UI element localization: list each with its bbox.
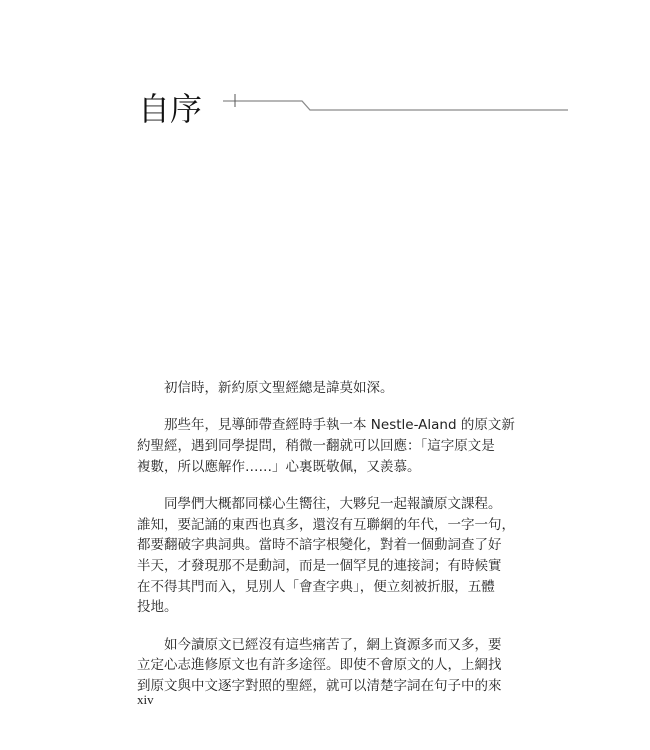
paragraph-3 (137, 494, 515, 618)
text-line: 約聖經，遇到同學提問，稍微一翻就可以回應：「這字原文是 (137, 437, 495, 454)
text-line: 誰知，要記誦的東西也真多，還沒有互聯網的年代，一字一句， (137, 516, 515, 533)
text-line: 那些年，見導師帶查經時手執一本 Nestle-Aland 的原文新 (164, 417, 515, 434)
preface-body (137, 378, 515, 713)
text-line: 同學們大概都同樣心生嚮往，大夥兒一起報讀原文課程。 (164, 495, 502, 512)
title-decoration-line (0, 0, 650, 130)
text-line: 初信時，新約原文聖經總是諱莫如深。 (164, 380, 394, 396)
page-number: xiv (137, 692, 154, 707)
paragraph-1 (137, 378, 495, 399)
text-line: 都要翻破字典詞典。當時不諳字根變化，對着一個動詞查了好 (137, 537, 502, 554)
text-line: 在不得其門而入，見別人「會查字典」，便立刻被折服，五體 (137, 578, 495, 595)
text-line: 立定心志進修原文也有許多途徑。即使不會原文的人，上網找 (137, 657, 502, 674)
text-line: 如今讀原文已經沒有這些痛苦了，網上資源多而又多，要 (164, 636, 502, 653)
chapter-title: 自序 (138, 90, 203, 129)
text-line: 半天，才發現那不是動詞，而是一個罕見的連接詞；有時候實 (137, 557, 502, 574)
text-line: 投地。 (137, 599, 178, 616)
text-line: 到原文與中文逐字對照的聖經，就可以清楚字詞在句子中的來 (137, 677, 502, 694)
paragraph-2 (137, 415, 515, 477)
paragraph-4 (137, 635, 502, 697)
text-line: 複數，所以應解作……」心裏既敬佩，又羨慕。 (137, 458, 421, 475)
